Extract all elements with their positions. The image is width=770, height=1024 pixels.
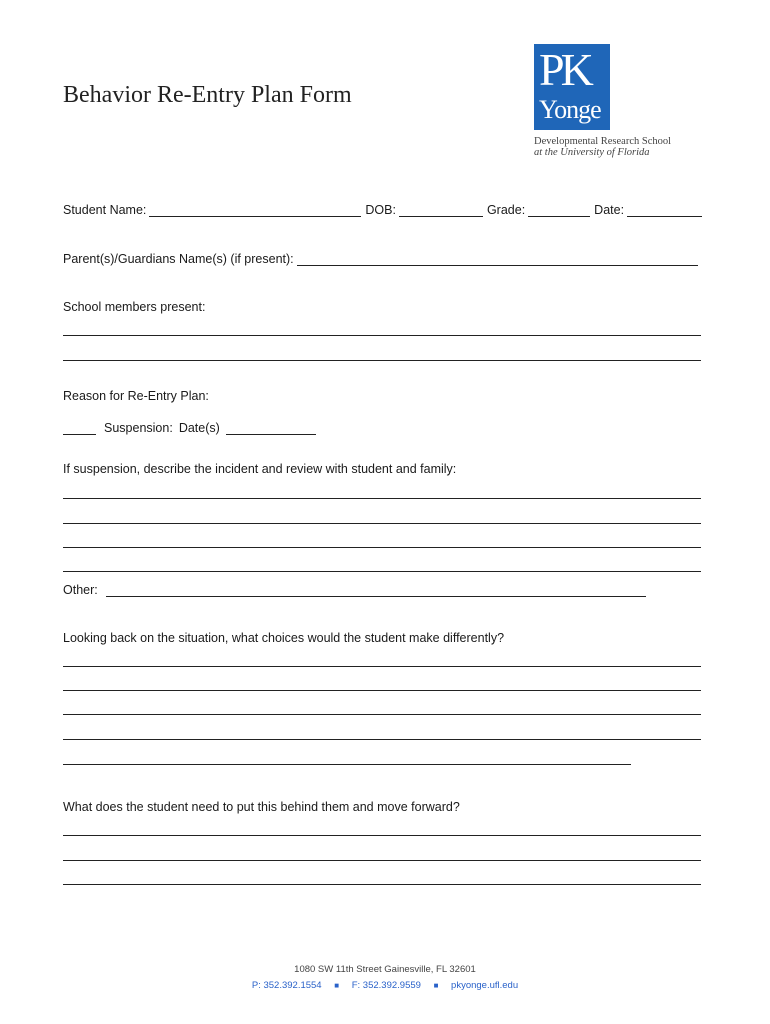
incident-prompt-row [63, 462, 702, 476]
footer-address: 1080 SW 11th Street Gainesville, FL 32601 [294, 964, 476, 975]
page-title: Behavior Re-Entry Plan Form [63, 82, 352, 108]
logo-subtitle: Developmental Research School [534, 136, 672, 147]
parents-row [63, 252, 698, 266]
logo-mark [534, 44, 610, 130]
footer-separator-2: ■ [433, 981, 439, 990]
choices-line-3[interactable] [63, 714, 701, 715]
grade-field[interactable] [528, 204, 590, 217]
choices-line-4[interactable] [63, 739, 701, 740]
school-members-label: School members present: [63, 300, 206, 314]
other-row [63, 583, 646, 597]
date-field[interactable] [627, 204, 702, 217]
forward-prompt-row [63, 800, 702, 814]
reason-row [63, 389, 702, 403]
footer-phone: P: 352.392.1554 [251, 980, 322, 991]
student-name-field[interactable] [149, 204, 361, 217]
logo-subtitle-university: at the University of Florida [534, 147, 650, 158]
other-field[interactable] [106, 584, 646, 597]
suspension-label: Suspension: [104, 421, 173, 435]
forward-line-2[interactable] [63, 860, 701, 861]
school-members-line-1[interactable] [63, 335, 701, 336]
forward-line-1[interactable] [63, 835, 701, 836]
incident-line-2[interactable] [63, 523, 701, 524]
footer-fax: F: 352.392.9559 [351, 980, 421, 991]
logo-text-pk: PK [539, 44, 590, 95]
incident-prompt: If suspension, describe the incident and review with student and family: [63, 462, 457, 476]
reason-label: Reason for Re-Entry Plan: [63, 389, 209, 403]
footer-separator-1: ■ [334, 981, 340, 990]
suspension-checkbox-line[interactable] [63, 422, 96, 435]
choices-line-1[interactable] [63, 666, 701, 667]
dob-label: DOB: [365, 203, 396, 217]
forward-prompt: What does the student need to put this behind them and move forward? [63, 800, 460, 814]
school-logo [534, 44, 694, 158]
dates-field[interactable] [226, 422, 316, 435]
date-label: Date: [594, 203, 625, 217]
grade-label: Grade: [486, 203, 526, 217]
forward-line-3[interactable] [63, 884, 701, 885]
suspension-row [63, 421, 702, 435]
logo-text-yonge: Yonge [539, 95, 601, 124]
choices-line-2[interactable] [63, 690, 701, 691]
footer-website-link[interactable]: pkyonge.ufl.edu [451, 980, 519, 991]
choices-prompt: Looking back on the situation, what choices would the student make differently? [63, 631, 505, 645]
choices-line-5[interactable] [63, 764, 631, 765]
incident-line-4[interactable] [63, 571, 701, 572]
dates-label: Date(s) [178, 421, 220, 435]
school-members-row [63, 300, 702, 314]
student-name-label: Student Name: [63, 203, 147, 217]
incident-line-1[interactable] [63, 498, 701, 499]
other-label: Other: [63, 583, 98, 597]
school-members-line-2[interactable] [63, 360, 701, 361]
footer-contact-row [0, 980, 770, 991]
choices-prompt-row [63, 631, 702, 645]
parents-label: Parent(s)/Guardians Name(s) (if present): [63, 252, 294, 266]
incident-line-3[interactable] [63, 547, 701, 548]
parents-field[interactable] [297, 253, 698, 266]
student-info-row [63, 203, 702, 217]
dob-field[interactable] [399, 204, 483, 217]
